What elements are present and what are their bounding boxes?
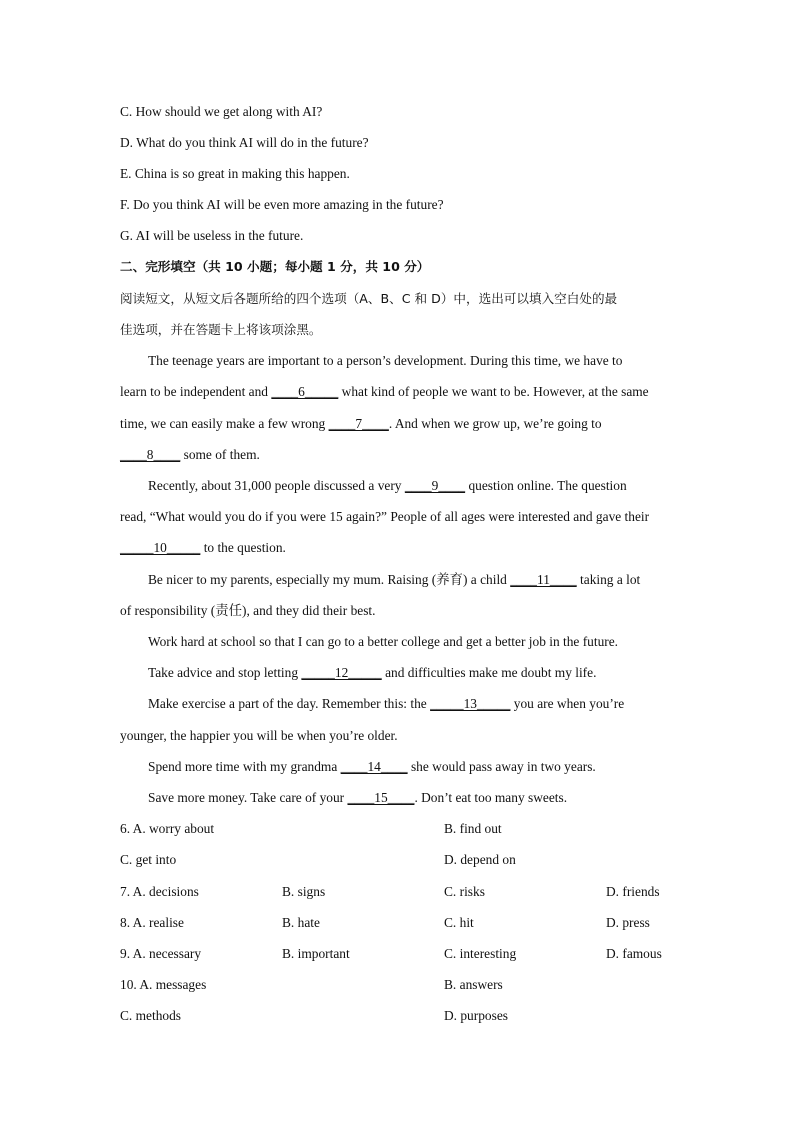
passage-text: what kind of people we want to be. However, at the same [338,384,649,399]
passage-line: Work hard at school so that I can go to a better college and get a better job in the future. [148,634,619,649]
q10-option-a: 10. A. messages [120,977,207,992]
blank-14: ____14____ [340,759,408,774]
passage-text: some of them. [180,447,260,462]
passage-text: time, we can easily make a few wrong [120,416,329,431]
passage-text: Spend more time with my grandma [148,759,341,774]
passage-line [120,446,260,464]
blank-13: _____13_____ [430,696,511,711]
q9-option-c: C. interesting [444,946,517,961]
passage-line [148,477,627,495]
reading-option-d: D. What do you think AI will do in the future? [120,135,369,150]
q7-option-c: C. risks [444,884,485,899]
q7-option-d: D. friends [606,884,660,899]
passage-text: . Don’t eat too many sweets. [414,790,568,805]
section-instruction-line-1: 阅读短文，从短文后各题所给的四个选项（A、B、C 和 D）中，选出可以填入空白处的最 [120,291,618,306]
blank-8: ____8____ [120,447,181,462]
passage-text: learn to be independent and [120,384,272,399]
passage-line [148,758,596,776]
q9-option-a: 9. A. necessary [120,946,202,961]
passage-text: Save more money. Take care of your [148,790,348,805]
passage-text: taking a lot [576,572,641,587]
passage-text: Be nicer to my parents, especially my mum. Raising (养育) a child [148,572,511,587]
passage-line [148,695,624,713]
blank-9: ____9____ [404,478,466,493]
passage-text: to the question. [200,540,286,555]
passage-line: of responsibility (责任), and they did their best. [120,603,376,618]
q10-option-b: B. answers [444,977,503,992]
passage-line [148,664,596,682]
q8-option-d: D. press [606,915,650,930]
q9-option-b: B. important [282,946,350,961]
blank-15: ____15____ [347,790,415,805]
blank-11: ____11____ [510,572,577,587]
q6-option-a: 6. A. worry about [120,821,215,836]
passage-text: Recently, about 31,000 people discussed a very [148,478,405,493]
passage-text: you are when you’re [510,696,625,711]
q8-option-a: 8. A. realise [120,915,184,930]
passage-text: question online. The question [465,478,627,493]
passage-line: The teenage years are important to a person’s development. During this time, we have to [148,353,623,368]
q10-option-c: C. methods [120,1008,182,1023]
passage-line [120,539,286,557]
passage-line [148,789,567,807]
passage-line [120,383,649,401]
q7-option-b: B. signs [282,884,326,899]
passage-text: Take advice and stop letting [148,665,302,680]
q6-option-d: D. depend on [444,852,516,867]
blank-6: ____6_____ [271,384,339,399]
q8-option-b: B. hate [282,915,320,930]
blank-12: _____12_____ [301,665,382,680]
section-instruction-line-2: 佳选项，并在答题卡上将该项涂黑。 [120,322,322,337]
passage-line [120,415,602,433]
q6-option-b: B. find out [444,821,502,836]
q8-option-c: C. hit [444,915,474,930]
reading-option-c: C. How should we get along with AI? [120,104,323,119]
passage-text: Make exercise a part of the day. Remember this: the [148,696,431,711]
passage-line [148,571,640,589]
blank-7: ____7____ [328,416,389,431]
passage-text: she would pass away in two years. [407,759,596,774]
q7-option-a: 7. A. decisions [120,884,199,899]
reading-option-f: F. Do you think AI will be even more amazing in the future? [120,197,444,212]
passage-line: younger, the happier you will be when you’re older. [120,728,398,743]
reading-option-e: E. China is so great in making this happen. [120,166,350,181]
reading-option-g: G. AI will be useless in the future. [120,228,304,243]
passage-text: and difficulties make me doubt my life. [381,665,597,680]
passage-line: read, “What would you do if you were 15 again?” People of all ages were interested and gave their [120,509,650,524]
q9-option-d: D. famous [606,946,662,961]
passage-text: . And when we grow up, we’re going to [388,416,602,431]
section-heading: 二、完形填空（共 10 小题；每小题 1 分，共 10 分） [120,259,430,274]
q10-option-d: D. purposes [444,1008,508,1023]
blank-10: _____10_____ [120,540,201,555]
q6-option-c: C. get into [120,852,177,867]
